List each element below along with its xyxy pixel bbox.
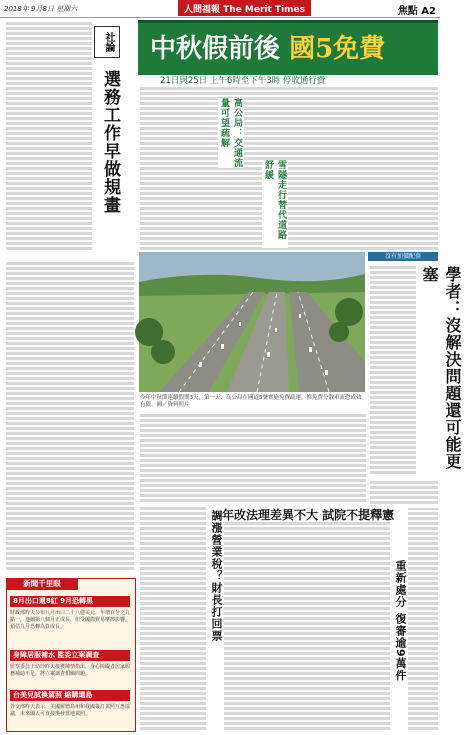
bottom-side-headline: 調漲營業稅？財長打回票 <box>210 510 223 642</box>
bottom-right-text <box>408 508 438 730</box>
news-item-head-2: 身障居服補水 監委立案調查 <box>10 650 130 661</box>
right-continued-text <box>370 480 438 504</box>
news-item-body-2: 監察委員王幼玲昨天接獲陳情指出，身心障礙者居家服務補助不足，將立案調查相關問題。 <box>10 664 131 677</box>
photo-tag: 沒有加價配套 <box>368 252 438 261</box>
editorial-headline: 選務工作早做規畫 <box>100 70 120 214</box>
bottom-left-text <box>140 506 206 730</box>
bottom-main-text <box>224 522 390 730</box>
section-label: 焦點 A2 <box>397 6 436 17</box>
side-head-1: 高公局：交通流量可望疏解 <box>219 98 242 168</box>
news-item-body-3: 外交部昨天表示，美國羅德島州和我國簽訂駕照互惠協議，未來國人可直接換發當地駕照。 <box>10 704 131 717</box>
headline-title: 中秋假前後 國5免費 <box>150 34 386 64</box>
side-head-2: 雪隧走行替代道路舒緩 <box>262 160 288 248</box>
right-story-headline: 學者：沒解決問題還可能更塞 <box>420 266 462 470</box>
editorial-text-top <box>6 20 92 250</box>
photo-caption: 今年中秋節連續假期3天，第一天、高公局在國道5號實施免費疏運，惟免費分散車流恐成效有限。圖／資料照片 <box>140 395 362 408</box>
news-item-head-1: 8月出口遞8紅 9月恐轉黑 <box>10 596 130 607</box>
news-brief-title: 新聞千里眼 <box>6 578 78 590</box>
issue-date: 2018年 9月8日 星期六 <box>4 5 78 13</box>
middle-article-text <box>140 412 366 502</box>
headline-subtitle: 21日與25日 上午6時至下午3時 停收通行費 <box>160 76 326 86</box>
bottom-headline: 年改法理差異不大 試院不提釋憲 <box>222 508 395 522</box>
lead-article-text <box>140 86 438 250</box>
editorial-text-body <box>6 260 134 570</box>
news-item-body-1: 財政部昨天公布八月出口二十八億美元，年增百分之九點一，連續第八個月正成長，但受國際貿易摩擦影響，預估九月恐轉為負成長。 <box>10 610 131 630</box>
editorial-label: 社論 <box>94 26 120 58</box>
right-story-text <box>370 264 416 474</box>
highway-photo <box>139 252 365 392</box>
news-item-head-3: 台美兒試換駕照 縮購還島 <box>10 690 130 701</box>
bottom-right-headline: 重新處分 復審逾9萬件 <box>394 560 407 682</box>
header-rule <box>0 17 440 18</box>
masthead: 人間福報 The Merit Times <box>178 0 311 16</box>
